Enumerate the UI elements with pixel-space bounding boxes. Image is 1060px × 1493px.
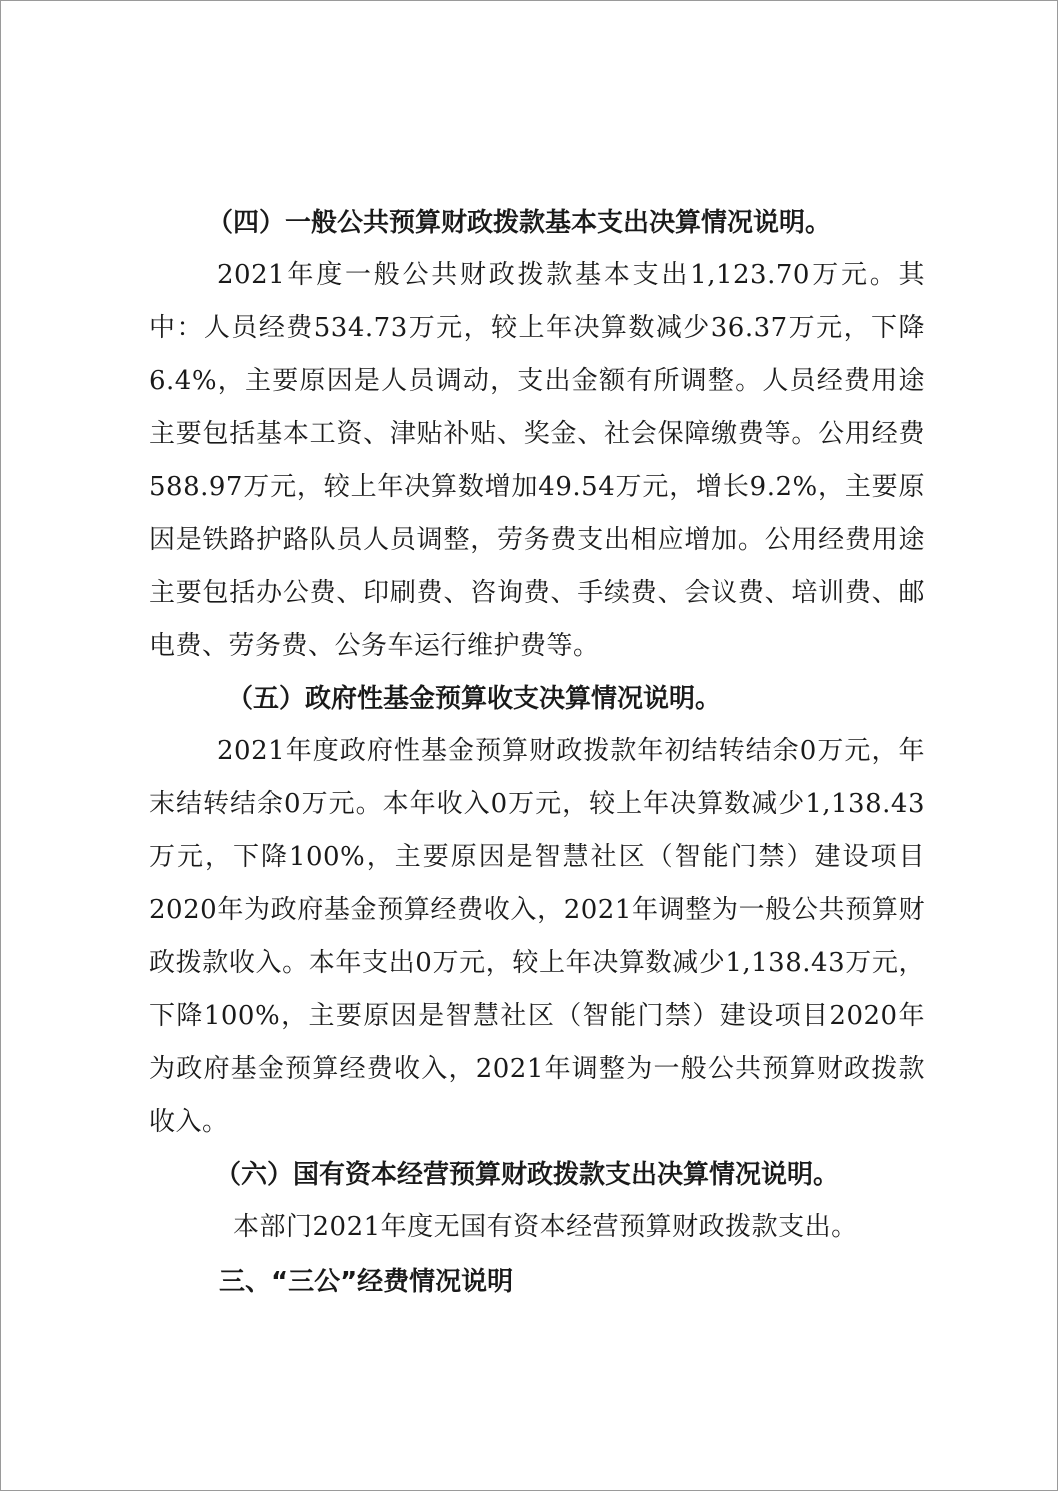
section-body-4: 2021年度一般公共财政拨款基本支出1,123.70万元。其中：人员经费534.73万元，较上年决算数减少36.37万元，下降6.4%，主要原因是人员调动，支出金额有所调整。人员经费用途主要包括基本工资、津贴补贴、奖金、社会保障缴费等。公用经费588.97万元，较上年决算数增加49.54万元，增长9.2%，主要原因是铁路护路队员人员调整，劳务费支出相应增加。公用经费用途主要包括办公费、印刷费、咨询费、手续费、会议费、培训费、邮电费、劳务费、公务车运行维护费等。 bbox=[149, 260, 925, 661]
section-body-5: 2021年度政府性基金预算财政拨款年初结转结余0万元，年末结转结余0万元。本年收入0万元，较上年决算数减少1,138.43万元，下降100%，主要原因是智慧社区（智能门禁）建设项目2020年为政府基金预算经费收入，2021年调整为一般公共预算财政拨款收入。本年支出0万元，较上年决算数减少1,138.43万元，下降100%，主要原因是智慧社区（智能门禁）建设项目2020年为政府基金预算经费收入，2021年调整为一般公共预算财政拨款收入。 bbox=[149, 736, 925, 1137]
section-heading-6: （六）国有资本经营预算财政拨款支出决算情况说明。 bbox=[215, 1160, 840, 1190]
section-heading-4: （四）一般公共预算财政拨款基本支出决算情况说明。 bbox=[207, 208, 832, 238]
section-heading-5: （五）政府性基金预算收支决算情况说明。 bbox=[227, 684, 722, 714]
section-body-6: 本部门2021年度无国有资本经营预算财政拨款支出。 bbox=[233, 1212, 858, 1242]
chapter-heading-3: 三、“三公”经费情况说明 bbox=[219, 1267, 514, 1297]
document-content bbox=[149, 197, 925, 1308]
